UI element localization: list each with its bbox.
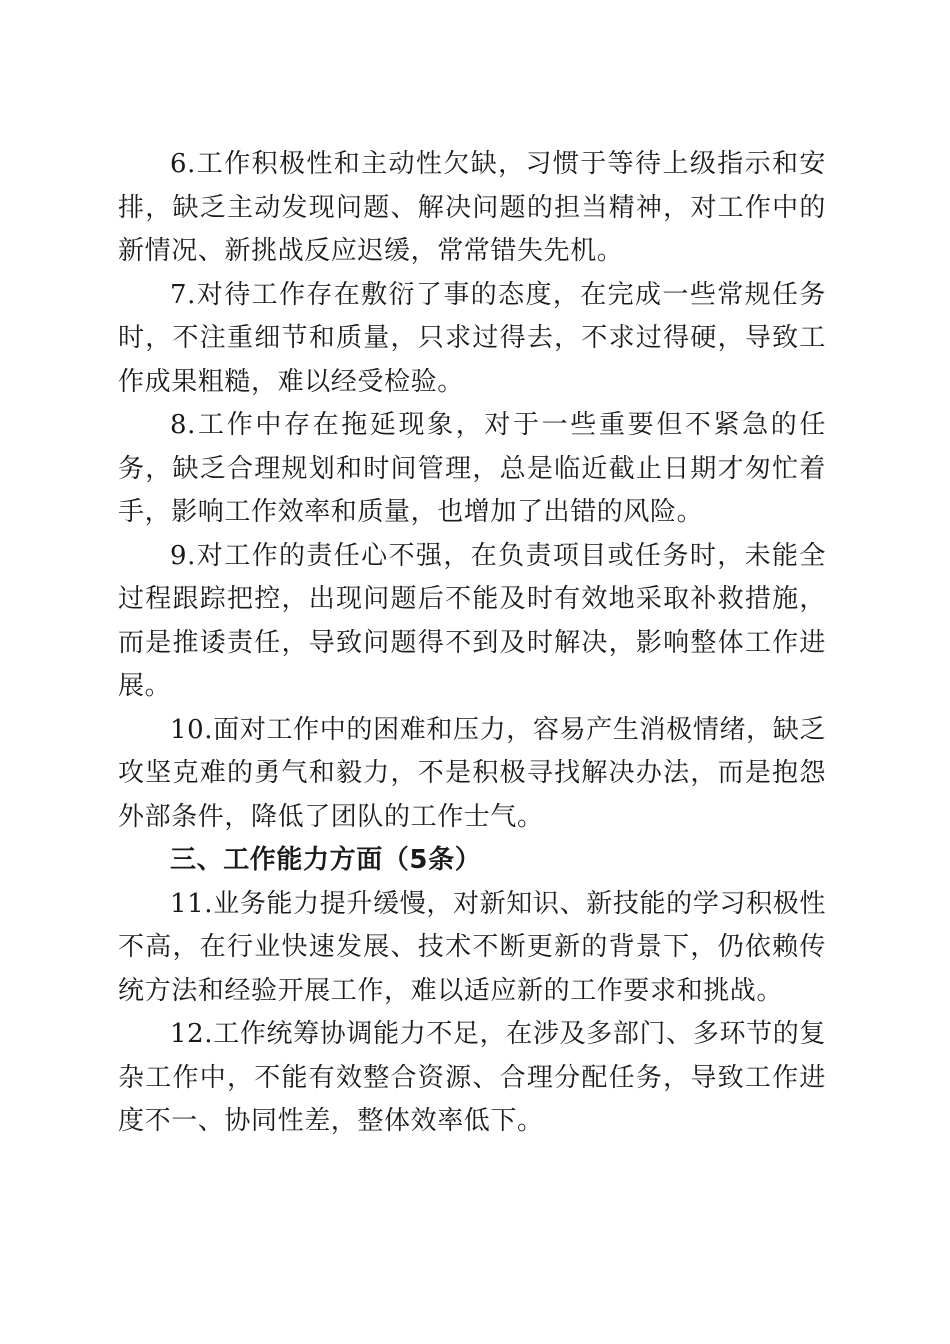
paragraph-item-7: 7.对待工作存在敷衍了事的态度，在完成一些常规任务时，不注重细节和质量，只求过得去，不求过得硬，导致工作成果粗糙，难以经受检验。 (118, 279, 826, 397)
paragraph-item-8: 8.工作中存在拖延现象，对于一些重要但不紧急的任务，缺乏合理规划和时间管理，总是临近截止日期才匆忙着手，影响工作效率和质量，也增加了出错的风险。 (118, 410, 826, 527)
section-heading-work-ability: 三、工作能力方面（5条） (170, 845, 482, 875)
paragraph-item-10: 10.面对工作中的困难和压力，容易产生消极情绪，缺乏攻坚克难的勇气和毅力，不是积极寻找解决办法，而是抱怨外部条件，降低了团队的工作士气。 (118, 714, 826, 832)
paragraph-item-12: 12.工作统筹协调能力不足，在涉及多部门、多环节的复杂工作中，不能有效整合资源、合理分配任务，导致工作进度不一、协同性差，整体效率低下。 (118, 1019, 826, 1136)
document-body (118, 143, 826, 1144)
paragraph-item-6: 6.工作积极性和主动性欠缺，习惯于等待上级指示和安排，缺乏主动发现问题、解决问题的担当精神，对工作中的新情况、新挑战反应迟缓，常常错失先机。 (118, 149, 826, 266)
paragraph-item-11: 11.业务能力提升缓慢，对新知识、新技能的学习积极性不高，在行业快速发展、技术不断更新的背景下，仍依赖传统方法和经验开展工作，难以适应新的工作要求和挑战。 (118, 888, 826, 1006)
paragraph-item-9: 9.对工作的责任心不强，在负责项目或任务时，未能全过程跟踪把控，出现问题后不能及时有效地采取补救措施，而是推诿责任，导致问题得不到及时解决，影响整体工作进展。 (118, 540, 826, 701)
